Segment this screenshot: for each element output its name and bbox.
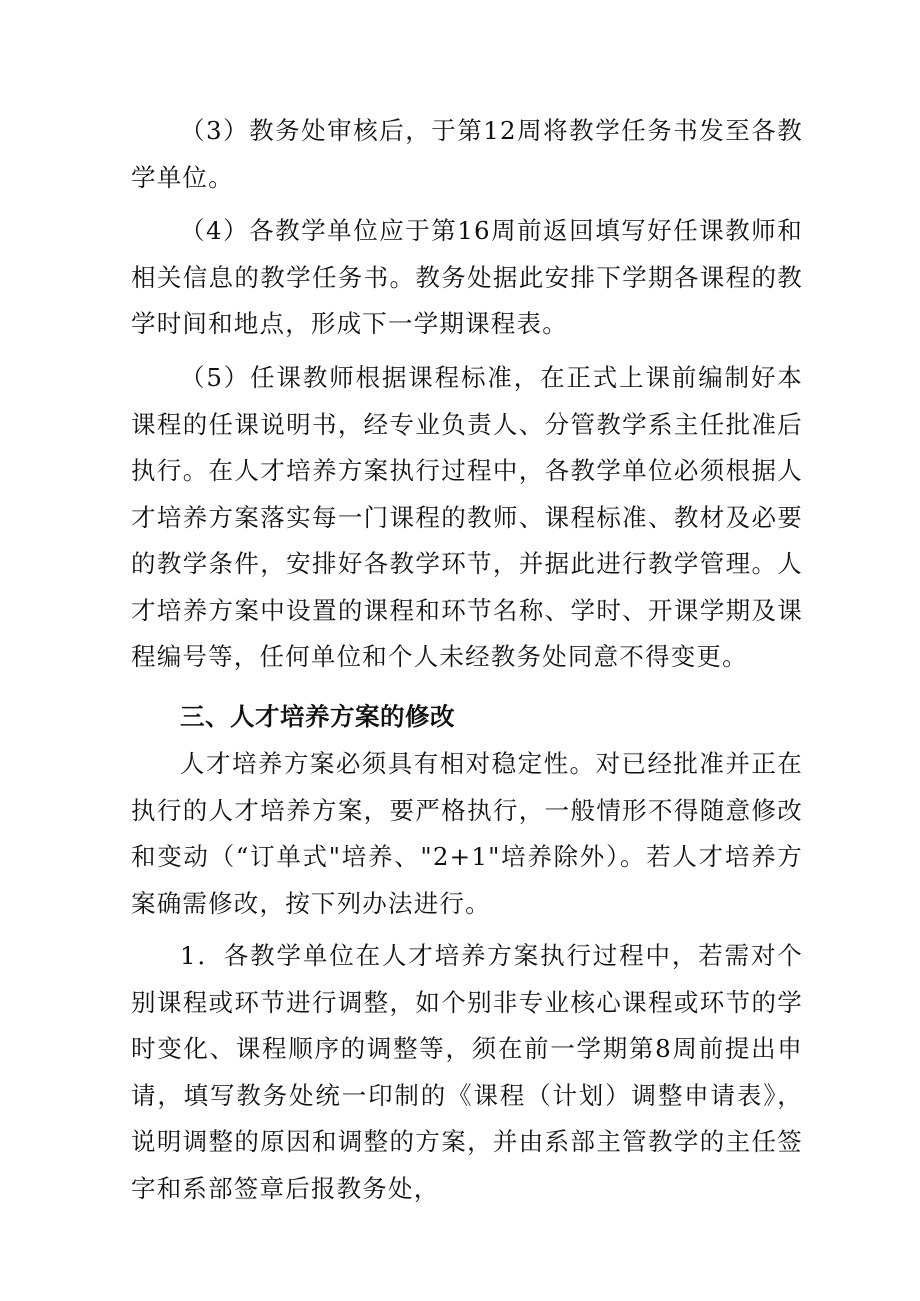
paragraph-item-4: （4）各教学单位应于第16周前返回填写好任课教师和相关信息的教学任务书。教务处据此安排下学期各课程的教学时间和地点，形成下一学期课程表。: [131, 216, 803, 338]
paragraph-item-5: （5）任课教师根据课程标准，在正式上课前编制好本课程的任课说明书，经专业负责人、分管教学系主任批准后执行。在人才培养方案执行过程中，各教学单位必须根据人才培养方案落实每一门课程的教师、课程标准、教材及必要的教学条件，安排好各教学环节，并据此进行教学管理。人才培养方案中设置的课程和环节名称、学时、开课学期及课程编号等，任何单位和个人未经教务处同意不得变更。: [131, 363, 803, 671]
section-intro-paragraph: 人才培养方案必须具有相对稳定性。对已经批准并正在执行的人才培养方案，要严格执行，一般情形不得随意修改和变动（“订单式"培养、"2+1"培养除外）。若人才培养方案确需修改，按下列办法进行。: [131, 749, 803, 918]
paragraph-item-3: （3）教务处审核后，于第12周将教学任务书发至各教学单位。: [131, 116, 803, 192]
paragraph-rule-1: 1．各教学单位在人才培养方案执行过程中，若需对个别课程或环节进行调整，如个别非专业核心课程或环节的学时变化、课程顺序的调整等，须在前一学期第8周前提出申请，填写教务处统一印制的《课程（计划）调整申请表》，说明调整的原因和调整的方案，并由系部主管教学的主任签字和系部签章后报教务处，: [131, 941, 803, 1203]
section-heading: 三、人才培养方案的修改: [180, 702, 455, 731]
